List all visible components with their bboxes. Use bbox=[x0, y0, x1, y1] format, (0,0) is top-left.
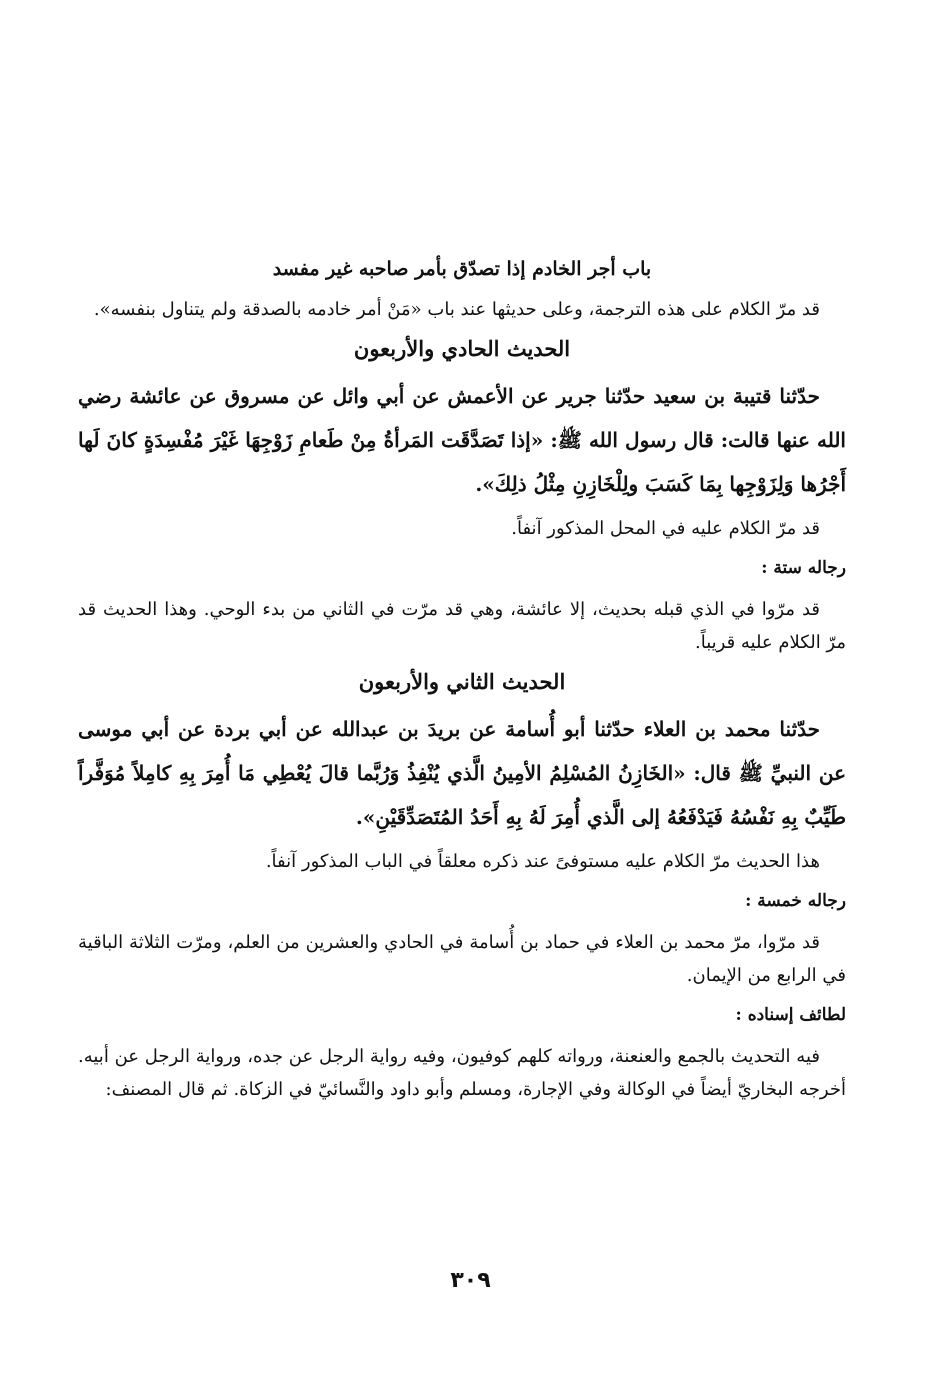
intro-paragraph: قد مرّ الكلام على هذه الترجمة، وعلى حديثها عند باب «مَنْ أمر خادمه بالصدقة ولم يتناول بنفسه». bbox=[93, 299, 820, 320]
hadith-42-narrators-label: رجاله خمسة : bbox=[745, 891, 846, 911]
chapter-title: باب أجر الخادم إذا تصدّق بأمر صاحبه غير مفسد bbox=[272, 258, 652, 280]
hadith-41-narrators-label: رجاله ستة : bbox=[761, 558, 846, 578]
page-number: ٣٠٩ bbox=[450, 1268, 491, 1293]
hadith-42-note: هذا الحديث مرّ الكلام عليه مستوفىً عند ذكره معلقاً في الباب المذكور آنفاً. bbox=[265, 851, 820, 872]
hadith-41-narrators-text: قد مرّوا في الذي قبله بحديث، إلا عائشة، وهي قد مرّت في الثاني من بدء الوحي. وهذا الحديث قد مرّ الكلام عليه قريباً. bbox=[78, 599, 846, 653]
hadith-41-note: قد مرّ الكلام عليه في المحل المذكور آنفاً. bbox=[511, 518, 820, 539]
page-body bbox=[78, 255, 846, 1114]
hadith-41-text: حدّثنا قتيبة بن سعيد حدّثنا جرير عن الأعمش عن أبي وائل عن مسروق عن عائشة رضي الله عنها قالت: قال رسول الله ﷺ: «إذا تَصَدَّقَت المَرأةُ مِنْ طَعامِ زَوْجِهَا غَيْرَ مُفْسِدَةٍ كانَ لَها أَجْرُها وَلِزَوْجِها بِمَا كَسَبَ ولِلْخَازِنِ مِثْلُ ذلِكَ». bbox=[78, 384, 846, 496]
hadith-41-heading: الحديث الحادي والأربعون bbox=[353, 336, 571, 361]
hadith-42-chain-label: لطائف إسناده : bbox=[735, 1005, 846, 1025]
hadith-42-heading: الحديث الثاني والأربعون bbox=[358, 669, 566, 694]
hadith-42-chain-text: فيه التحديث بالجمع والعنعنة، ورواته كلهم كوفيون، وفيه رواية الرجل عن جده، ورواية الرجل عن أبيه. أخرجه البخاريّ أيضاً في الوكالة وفي الإجارة، ومسلم وأبو داود والنَّسائيّ في الزكاة. ثم قال المصنف: bbox=[78, 1046, 846, 1100]
hadith-42-narrators-text: قد مرّوا، مرّ محمد بن العلاء في حماد بن أُسامة في الحادي والعشرين من العلم، ومرّت الثلاثة الباقية في الرابع من الإيمان. bbox=[78, 932, 846, 986]
hadith-42-text: حدّثنا محمد بن العلاء حدّثنا أبو أُسامة عن بريدَ بن عبدالله عن أبي بردة عن أبي موسى عن النبيِّ ﷺ قال: «الخَازِنُ المُسْلِمُ الأمِينُ الَّذي يُنْفِذُ وَرُبَّما قالَ يُعْطِي مَا أُمِرَ بِهِ كامِلاً مُوَفَّراً طَيِّبٌ بِهِ نَفْسُهُ فَيَدْفَعُهُ إلى الَّذي أُمِرَ لَهُ بِهِ أَحَدُ المُتَصَدِّقَيْنِ». bbox=[78, 717, 846, 829]
